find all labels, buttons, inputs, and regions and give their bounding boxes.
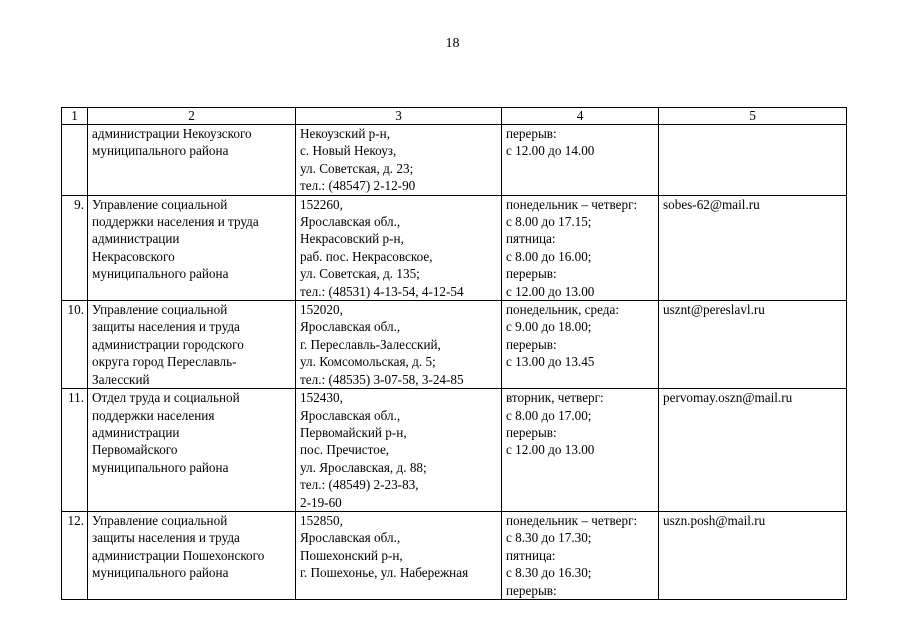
org-line: муниципального района	[92, 143, 229, 159]
cell-address	[296, 125, 502, 196]
address-line: Некоузский р-н,	[300, 126, 391, 141]
address-line: тел.: (48535) 3-07-58, 3-24-85	[300, 371, 464, 387]
hours-line: вторник, четверг:	[506, 390, 604, 406]
hours-line: перерыв:	[506, 336, 557, 352]
hours-line: с 13.00 до 13.45	[506, 354, 595, 370]
cell-org	[88, 195, 296, 300]
org-line: администрации городского	[92, 336, 244, 352]
hours-line: понедельник – четверг:	[506, 512, 638, 528]
address-line: 152260,	[300, 196, 343, 212]
cell-hours	[502, 301, 659, 389]
cell-hours	[502, 511, 659, 599]
table-row	[62, 195, 847, 300]
header-col-5: 5	[659, 108, 847, 125]
hours-line: с 12.00 до 13.00	[506, 442, 595, 458]
row-number	[62, 125, 88, 196]
cell-address	[296, 301, 502, 389]
org-line: Первомайского	[92, 442, 178, 458]
hours-line: с 8.30 до 17.30;	[506, 530, 592, 546]
org-line: муниципального района	[92, 459, 229, 475]
org-line: поддержки населения	[92, 407, 215, 423]
address-line: Первомайский р-н,	[300, 424, 407, 440]
address-line: ул. Советская, д. 23;	[300, 160, 414, 176]
org-line: округа город Переславль-	[92, 354, 237, 370]
org-line: администрации	[92, 424, 180, 440]
row-number: 10.	[62, 301, 88, 389]
row-number: 9.	[62, 195, 88, 300]
org-line: Отдел труда и социальной	[92, 390, 240, 406]
cell-email: sobes-62@mail.ru	[659, 195, 847, 300]
hours-line: понедельник – четверг:	[506, 196, 638, 212]
header-col-2: 2	[88, 108, 296, 125]
hours-line: перерыв:	[506, 266, 557, 282]
cell-hours	[502, 195, 659, 300]
org-line: защиты населения и труда	[92, 319, 240, 335]
address-line: 152850,	[300, 512, 343, 528]
org-line: Управление социальной	[92, 302, 228, 318]
cell-org	[88, 511, 296, 599]
address-line: Ярославская обл.,	[300, 407, 401, 423]
cell-hours	[502, 125, 659, 196]
org-line: поддержки населения и труда	[92, 214, 259, 230]
address-line: 152020,	[300, 302, 343, 318]
hours-line: с 12.00 до 14.00	[506, 143, 595, 159]
address-line: г. Пошехонье, ул. Набережная	[300, 565, 469, 581]
table-row	[62, 511, 847, 599]
page-number: 18	[445, 36, 460, 51]
hours-line: перерыв:	[506, 126, 557, 141]
address-line: раб. пос. Некрасовское,	[300, 248, 433, 264]
cell-org	[88, 125, 296, 196]
address-line: ул. Советская, д. 135;	[300, 266, 420, 282]
hours-line: с 12.00 до 13.00	[506, 283, 595, 299]
cell-hours	[502, 389, 659, 512]
address-line: Ярославская обл.,	[300, 530, 401, 546]
hours-line: перерыв:	[506, 424, 557, 440]
org-line: администрации	[92, 231, 180, 247]
org-line: администрации Некоузского	[92, 126, 252, 141]
services-table	[61, 107, 847, 600]
address-line: тел.: (48549) 2-23-83,	[300, 477, 419, 493]
cell-address	[296, 389, 502, 512]
address-line: ул. Ярославская, д. 88;	[300, 459, 427, 475]
org-line: администрации Пошехонского	[92, 547, 265, 563]
address-line: пос. Пречистое,	[300, 442, 390, 458]
address-line: 152430,	[300, 390, 343, 406]
org-line: Управление социальной	[92, 512, 228, 528]
address-line: Ярославская обл.,	[300, 214, 401, 230]
hours-line: с 9.00 до 18.00;	[506, 319, 592, 335]
hours-line: с 8.00 до 17.15;	[506, 214, 592, 230]
header-col-3: 3	[296, 108, 502, 125]
table-row	[62, 301, 847, 389]
cell-org	[88, 301, 296, 389]
address-line: тел.: (48547) 2-12-90	[300, 178, 416, 194]
hours-line: понедельник, среда:	[506, 302, 620, 318]
header-col-1: 1	[62, 108, 88, 125]
cell-email: uszn.posh@mail.ru	[659, 511, 847, 599]
table-row	[62, 125, 847, 196]
org-line: Залесский	[92, 371, 150, 387]
header-col-4: 4	[502, 108, 659, 125]
hours-line: перерыв:	[506, 582, 557, 598]
org-line: защиты населения и труда	[92, 530, 240, 546]
header-row	[62, 108, 847, 125]
cell-email	[659, 125, 847, 196]
cell-email: usznt@pereslavl.ru	[659, 301, 847, 389]
cell-email: pervomay.oszn@mail.ru	[659, 389, 847, 512]
address-line: Некрасовский р-н,	[300, 231, 404, 247]
address-line: Пошехонский р-н,	[300, 547, 403, 563]
row-number: 12.	[62, 511, 88, 599]
address-line: Ярославская обл.,	[300, 319, 401, 335]
table-row	[62, 389, 847, 512]
cell-org	[88, 389, 296, 512]
row-number: 11.	[62, 389, 88, 512]
org-line: муниципального района	[92, 266, 229, 282]
address-line: ул. Комсомольская, д. 5;	[300, 354, 436, 370]
org-line: Некрасовского	[92, 248, 175, 264]
hours-line: с 8.30 до 16.30;	[506, 565, 592, 581]
cell-address	[296, 511, 502, 599]
cell-address	[296, 195, 502, 300]
address-line: г. Переславль-Залесский,	[300, 336, 441, 352]
hours-line: с 8.00 до 16.00;	[506, 248, 592, 264]
hours-line: пятница:	[506, 547, 556, 563]
address-line: тел.: (48531) 4-13-54, 4-12-54	[300, 283, 464, 299]
org-line: Управление социальной	[92, 196, 228, 212]
hours-line: пятница:	[506, 231, 556, 247]
address-line: 2-19-60	[300, 494, 342, 510]
org-line: муниципального района	[92, 565, 229, 581]
address-line: с. Новый Некоуз,	[300, 143, 397, 159]
hours-line: с 8.00 до 17.00;	[506, 407, 592, 423]
